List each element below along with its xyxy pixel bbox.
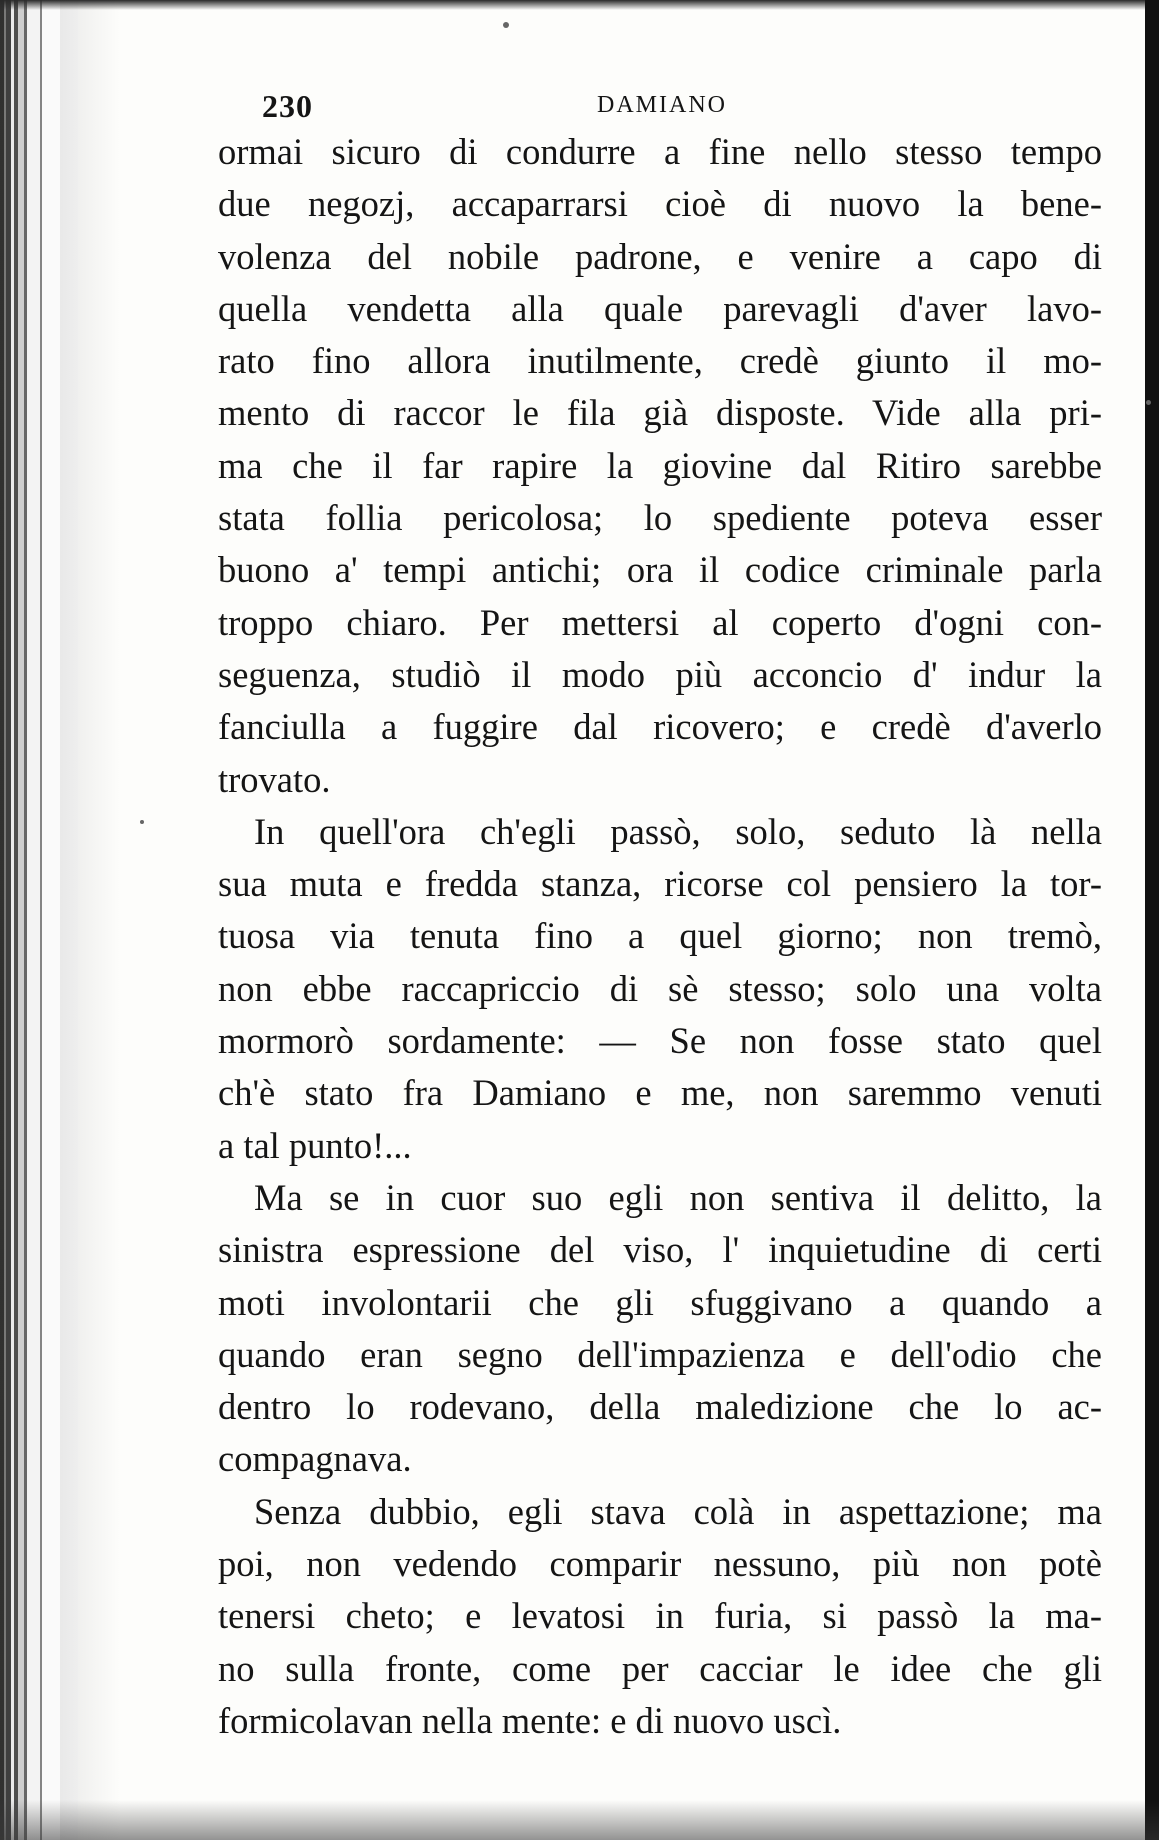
text-line: Ma se in cuor suo egli non sentiva il delitto, la <box>254 1176 1102 1218</box>
binding-fade <box>60 0 120 1840</box>
text-line: seguenza, studiò il modo più acconcio d' indur la <box>218 653 1102 695</box>
text-line: sinistra espressione del viso, l' inquietudine di certi <box>218 1229 1102 1271</box>
text-line: ormai sicuro di condurre a fine nello stesso tempo <box>218 131 1102 172</box>
text-line: tenersi cheto; e levatosi in furia, si passò la ma- <box>218 1595 1102 1637</box>
text-line: no sulla fronte, come per cacciar le idee che gli <box>218 1647 1102 1689</box>
text-line: trovato. <box>218 758 331 800</box>
page-header <box>262 88 762 128</box>
text-line: a tal punto!... <box>218 1124 412 1166</box>
paragraph <box>218 1172 1102 1486</box>
right-scan-edge <box>1145 0 1159 1840</box>
text-line: ch'è stato fra Damiano e me, non saremmo venuti <box>218 1072 1102 1114</box>
text-line: Senza dubbio, egli stava colà in aspettazione; ma <box>254 1490 1102 1532</box>
text-line: dentro lo rodevano, della maledizione che lo ac- <box>218 1386 1102 1428</box>
text-line: fanciulla a fuggire dal ricovero; e credè d'averlo <box>218 706 1102 748</box>
ink-speck <box>1146 400 1151 405</box>
text-line: volenza del nobile padrone, e venire a capo di <box>218 235 1102 277</box>
top-scan-edge <box>0 0 1159 10</box>
paragraph <box>218 1486 1102 1747</box>
text-line: poi, non vedendo comparir nessuno, più non potè <box>218 1543 1102 1585</box>
ink-speck <box>503 22 509 28</box>
text-line: ma che il far rapire la giovine dal Ritiro sarebbe <box>218 444 1102 486</box>
text-line: In quell'ora ch'egli passò, solo, seduto là nella <box>254 810 1102 852</box>
text-line: quella vendetta alla quale parevagli d'aver lavo- <box>218 287 1102 329</box>
text-line: formicolavan nella mente: e di nuovo uscì. <box>218 1699 842 1741</box>
running-title: DAMIANO <box>597 92 727 118</box>
paragraph <box>218 126 1102 806</box>
body-text <box>218 126 1102 1747</box>
page-number: 230 <box>262 88 313 124</box>
text-line: rato fino allora inutilmente, credè giunto il mo- <box>218 340 1102 382</box>
text-line: stata follia pericolosa; lo spediente poteva esser <box>218 497 1102 539</box>
text-line: mormorò sordamente: — Se non fosse stato quel <box>218 1020 1102 1062</box>
text-line: due negozj, accaparrarsi cioè di nuovo la bene- <box>218 183 1102 225</box>
text-line: buono a' tempi antichi; ora il codice criminale parla <box>218 549 1102 591</box>
text-line: troppo chiaro. Per mettersi al coperto d'ogni con- <box>218 601 1102 643</box>
text-line: quando eran segno dell'impazienza e dell'odio che <box>218 1333 1102 1375</box>
paragraph <box>218 806 1102 1172</box>
text-line: non ebbe raccapriccio di sè stesso; solo una volta <box>218 967 1102 1009</box>
text-line: tuosa via tenuta fino a quel giorno; non tremò, <box>218 915 1102 957</box>
text-line: sua muta e fredda stanza, ricorse col pensiero la tor- <box>218 863 1102 905</box>
text-line: moti involontarii che gli sfuggivano a quando a <box>218 1281 1102 1323</box>
bottom-scan-edge <box>0 1800 1159 1840</box>
text-line: mento di raccor le fila già disposte. Vide alla pri- <box>218 392 1102 434</box>
text-line: compagnava. <box>218 1438 412 1480</box>
ink-speck <box>140 820 144 824</box>
